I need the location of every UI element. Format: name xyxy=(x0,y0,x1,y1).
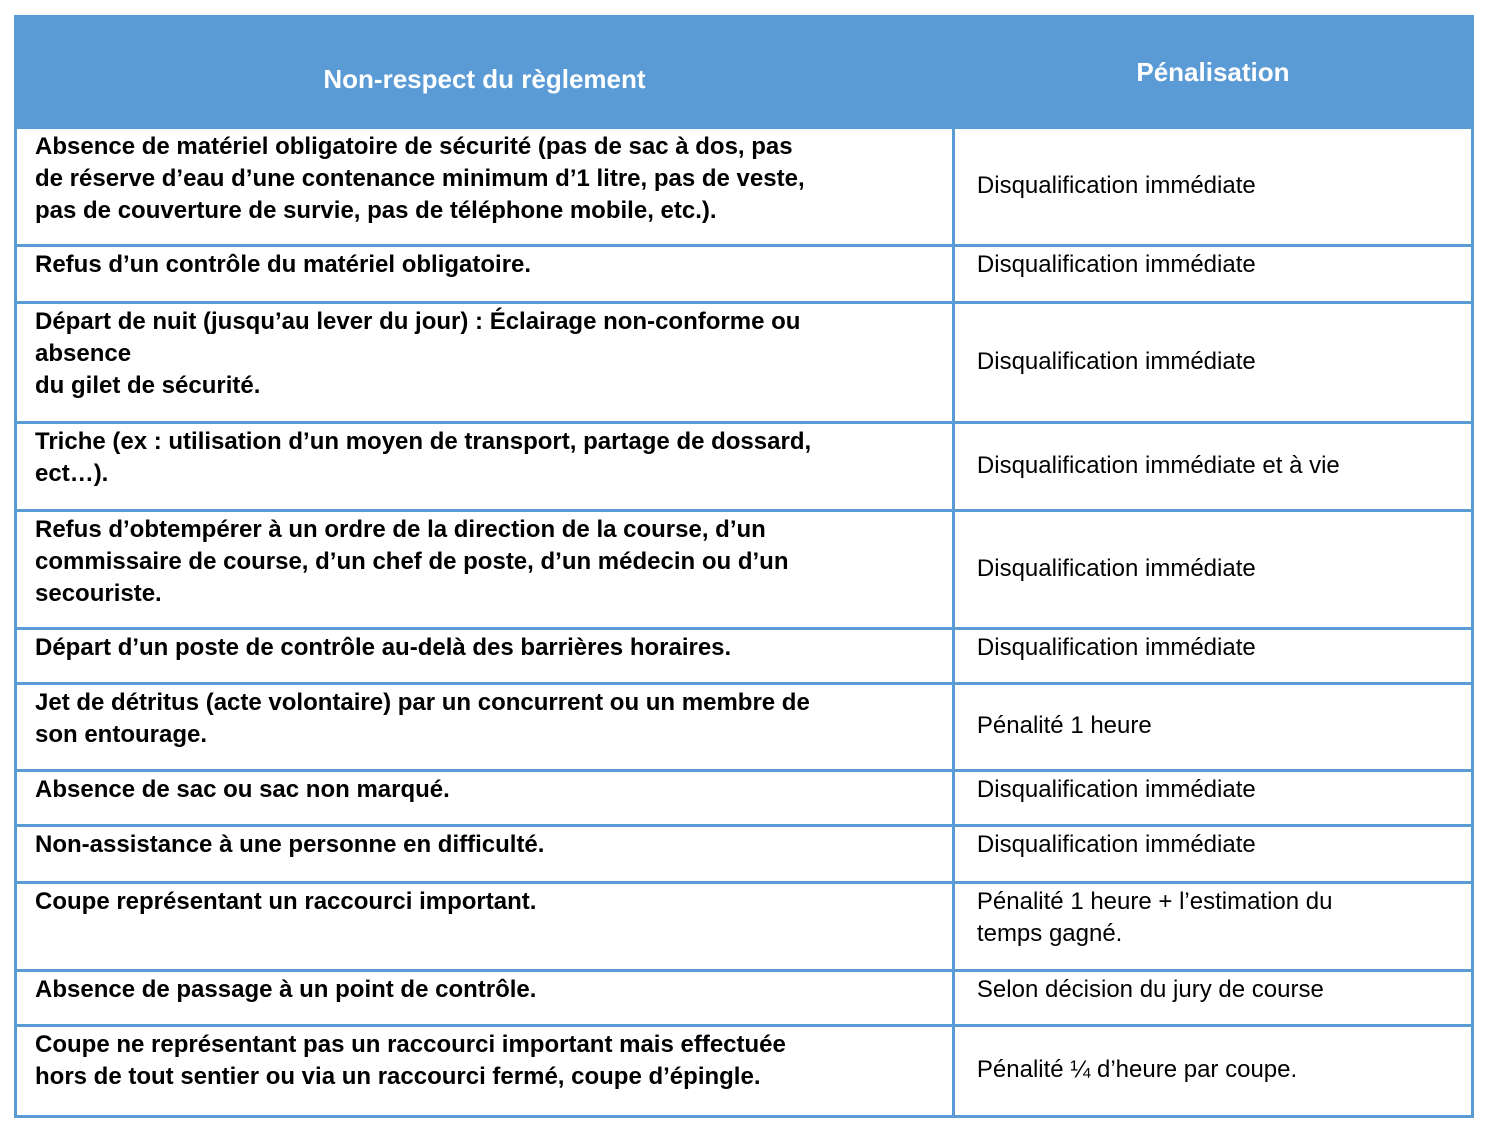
table-header-row xyxy=(16,17,1473,128)
penalty-cell xyxy=(953,684,1472,771)
rule-cell xyxy=(16,511,954,629)
penalty-line: Disqualification immédiate xyxy=(976,776,1256,803)
penalty-line: Disqualification immédiate xyxy=(976,554,1256,582)
table-body xyxy=(16,128,1473,1117)
header-penalty: Pénalisation xyxy=(953,17,1472,128)
rule-line: Non-assistance à une personne en difficulté. xyxy=(35,831,545,858)
penalty-cell xyxy=(953,883,1472,971)
table-row xyxy=(16,684,1473,771)
rule-line: secouriste. xyxy=(35,580,162,607)
rule-line: absence xyxy=(35,340,132,367)
penalty-cell xyxy=(953,511,1472,629)
rule-line: son entourage. xyxy=(35,721,208,748)
rule-line: Absence de matériel obligatoire de sécurité (pas de sac à dos, pas xyxy=(35,133,793,160)
table-row xyxy=(16,511,1473,629)
penalty-line: Pénalité 1 heure xyxy=(976,712,1152,739)
rule-line: commissaire de course, d’un chef de poste, d’un médecin ou d’un xyxy=(35,548,789,575)
rule-line: Refus d’un contrôle du matériel obligatoire. xyxy=(35,251,532,278)
rule-cell xyxy=(16,128,954,246)
penalty-cell xyxy=(953,971,1472,1026)
rule-line: Refus d’obtempérer à un ordre de la direction de la course, d’un xyxy=(35,516,766,543)
rule-cell xyxy=(16,1026,954,1117)
table-row xyxy=(16,971,1473,1026)
penalty-cell xyxy=(953,246,1472,303)
rule-line: Absence de passage à un point de contrôle. xyxy=(35,976,537,1003)
penalty-table xyxy=(14,15,1474,1118)
rule-line: Départ de nuit (jusqu’au lever du jour) : Éclairage non-conforme ou xyxy=(35,308,801,335)
table-row xyxy=(16,771,1473,826)
penalty-cell xyxy=(953,826,1472,883)
penalty-line: Pénalité ¼ d’heure par coupe. xyxy=(976,1056,1298,1083)
rule-cell xyxy=(16,423,954,511)
rule-cell xyxy=(16,771,954,826)
table-row xyxy=(16,1026,1473,1117)
penalty-line: Disqualification immédiate xyxy=(976,171,1256,199)
rule-line: de réserve d’eau d’une contenance minimum d’1 litre, pas de veste, xyxy=(35,165,805,192)
penalty-cell xyxy=(953,771,1472,826)
penalty-line: temps gagné. xyxy=(976,920,1123,947)
penalty-cell xyxy=(953,1026,1472,1117)
penalty-line: Disqualification immédiate xyxy=(976,634,1256,661)
penalty-line: Disqualification immédiate et à vie xyxy=(976,451,1340,479)
table-row xyxy=(16,629,1473,684)
penalty-line: Selon décision du jury de course xyxy=(976,976,1324,1003)
rule-line: hors de tout sentier ou via un raccourci fermé, coupe d’épingle. xyxy=(35,1063,761,1090)
rule-line: pas de couverture de survie, pas de téléphone mobile, etc.). xyxy=(35,197,717,224)
rule-cell xyxy=(16,246,954,303)
table-row xyxy=(16,883,1473,971)
table-row xyxy=(16,423,1473,511)
rule-cell xyxy=(16,629,954,684)
penalty-cell xyxy=(953,303,1472,423)
table-row xyxy=(16,826,1473,883)
rule-line: Absence de sac ou sac non marqué. xyxy=(35,776,450,803)
penalty-cell xyxy=(953,629,1472,684)
rule-line: du gilet de sécurité. xyxy=(35,372,261,399)
rule-line: Coupe représentant un raccourci important. xyxy=(35,888,537,915)
rule-cell xyxy=(16,826,954,883)
rule-line: Départ d’un poste de contrôle au-delà des barrières horaires. xyxy=(35,634,732,661)
table-row xyxy=(16,246,1473,303)
rule-cell xyxy=(16,883,954,971)
rule-cell xyxy=(16,971,954,1026)
penalty-cell xyxy=(953,128,1472,246)
rule-cell xyxy=(16,684,954,771)
rule-line: Coupe ne représentant pas un raccourci important mais effectuée xyxy=(35,1031,786,1058)
penalty-cell xyxy=(953,423,1472,511)
header-rule-violation: Non-respect du règlement xyxy=(16,17,954,128)
penalty-line: Disqualification immédiate xyxy=(976,831,1256,858)
rule-line: Triche (ex : utilisation d’un moyen de transport, partage de dossard, xyxy=(35,428,812,455)
penalty-line: Disqualification immédiate xyxy=(976,347,1256,375)
table-row xyxy=(16,128,1473,246)
table-row xyxy=(16,303,1473,423)
penalty-line: Pénalité 1 heure + l’estimation du xyxy=(976,888,1333,915)
rule-line: Jet de détritus (acte volontaire) par un concurrent ou un membre de xyxy=(35,689,810,716)
rule-line: ect…). xyxy=(35,460,109,487)
penalty-line: Disqualification immédiate xyxy=(976,251,1256,278)
rule-cell xyxy=(16,303,954,423)
